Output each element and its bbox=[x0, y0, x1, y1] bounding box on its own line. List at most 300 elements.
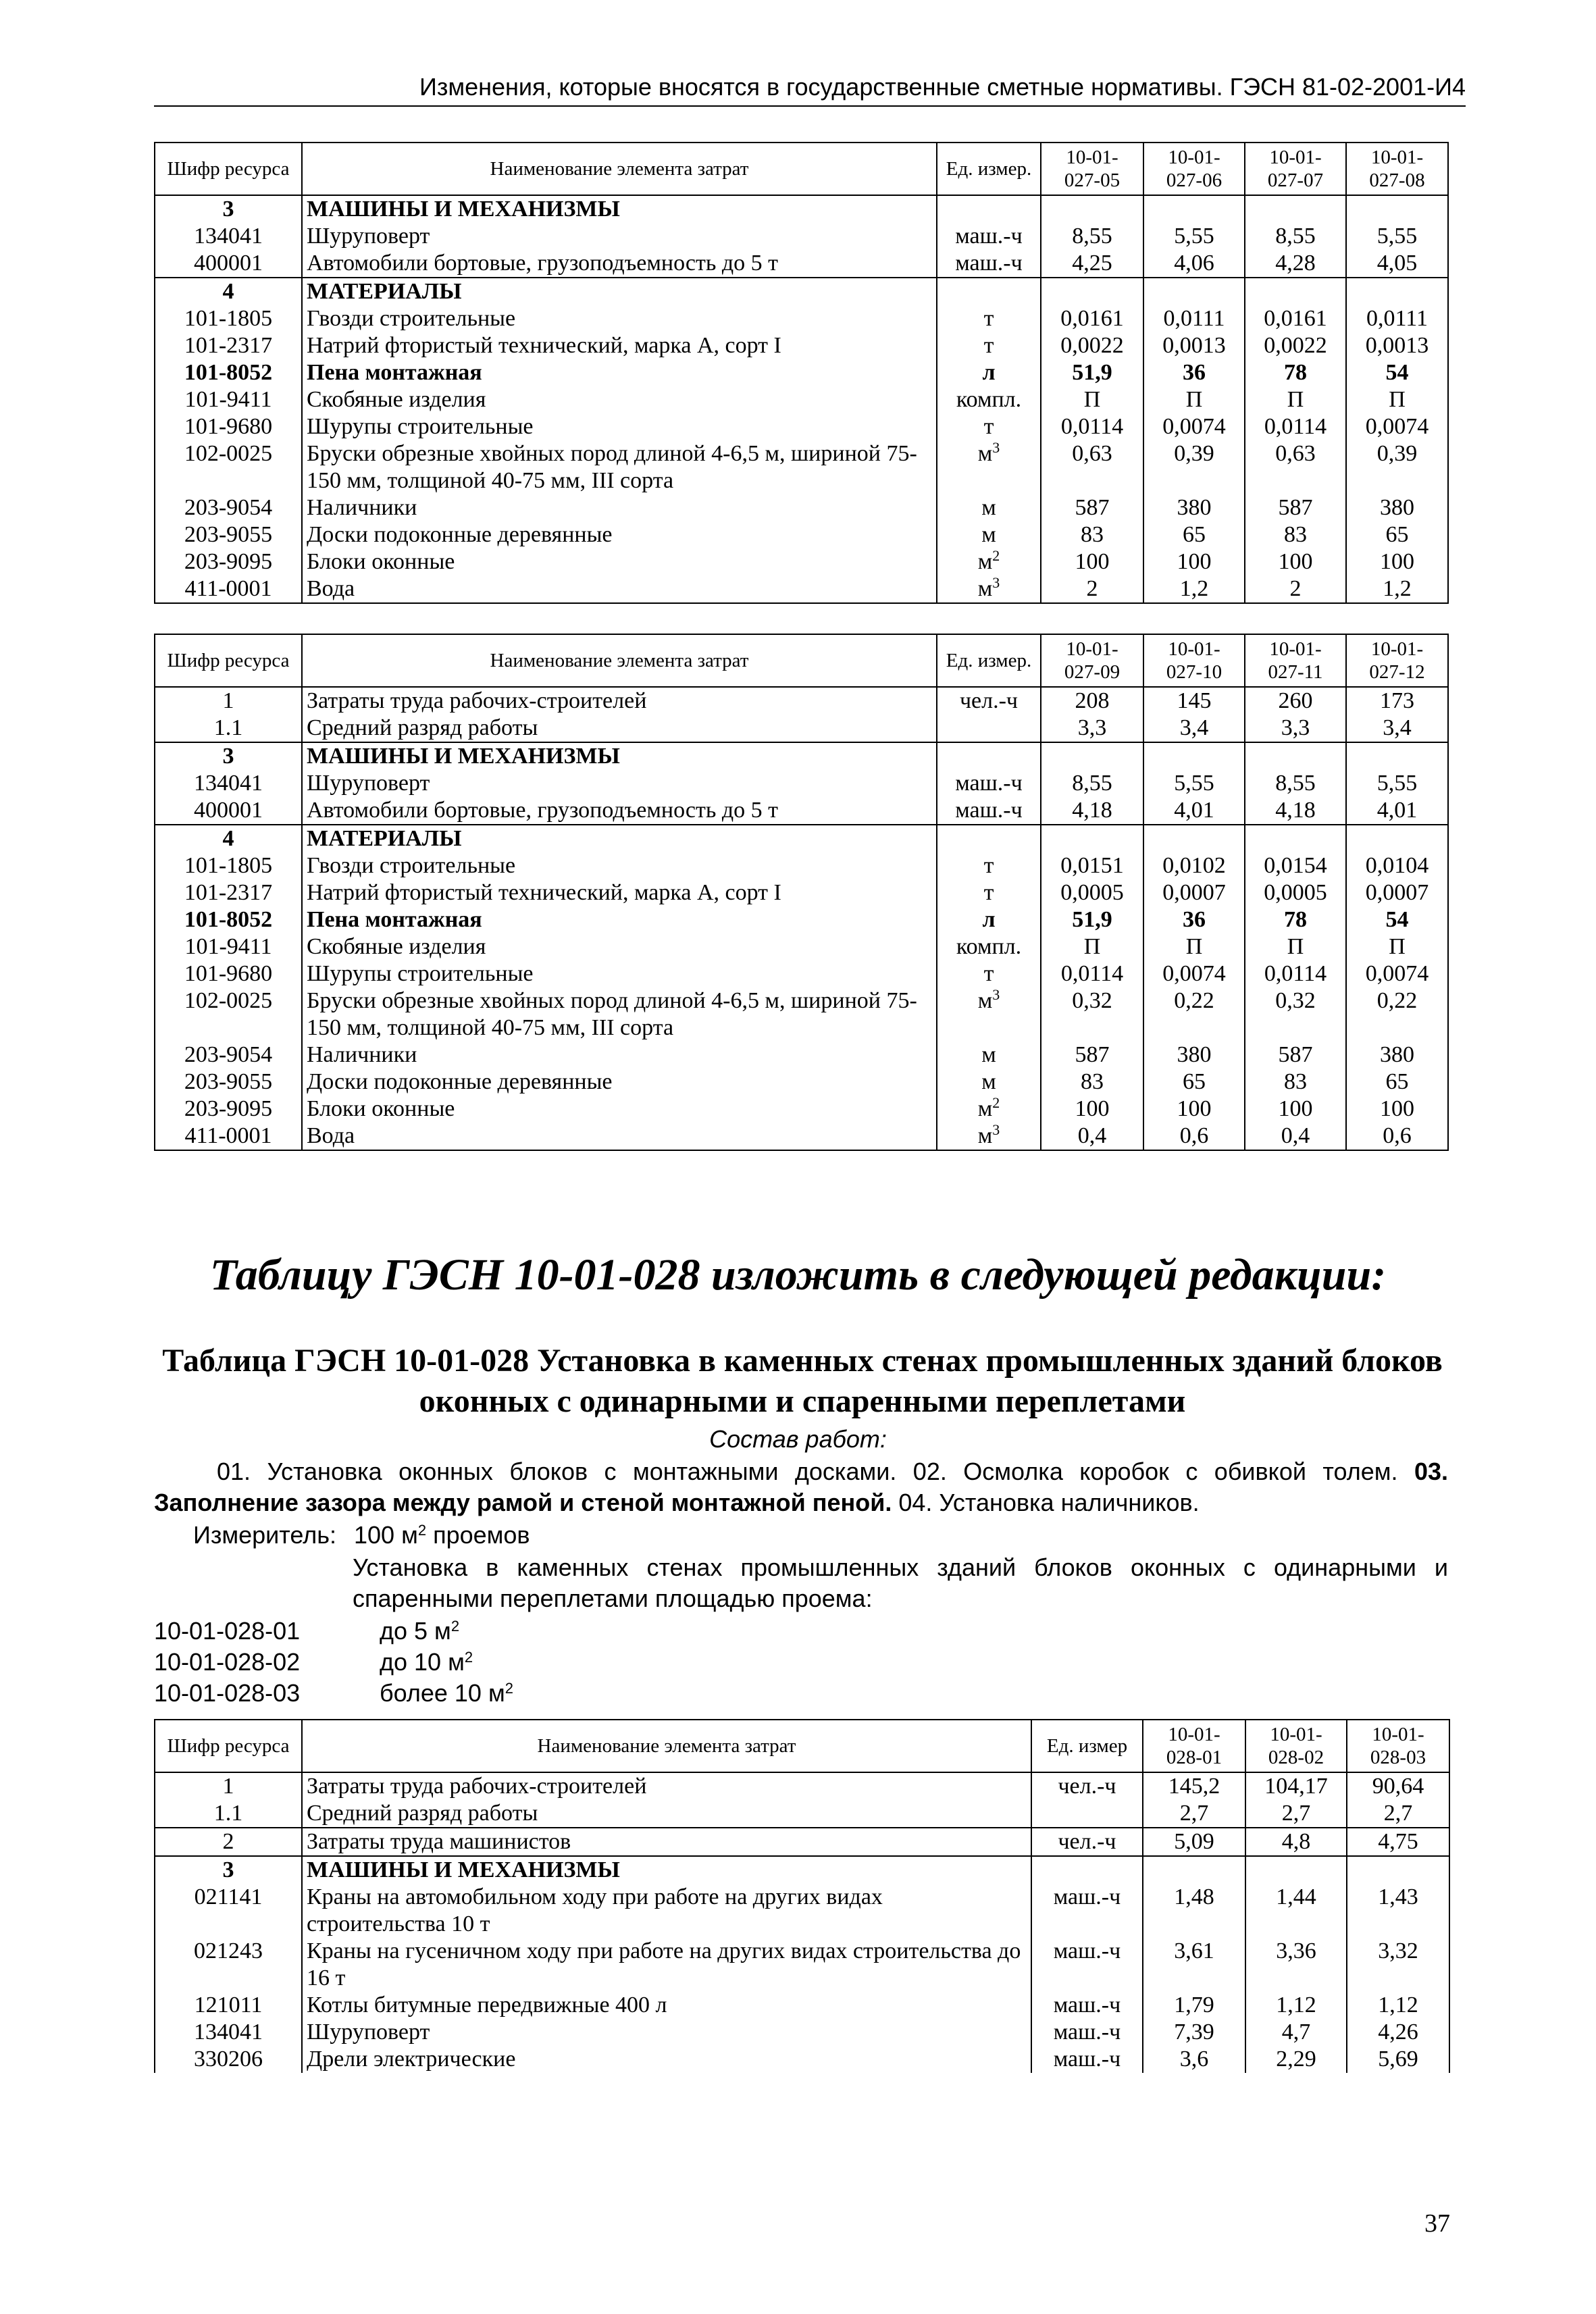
table-row bbox=[155, 742, 1448, 770]
norm-value: 0,0074 bbox=[1143, 413, 1245, 440]
norm-value: 1,43 bbox=[1347, 1884, 1449, 1938]
table-row bbox=[155, 1992, 1449, 2019]
norm-value: П bbox=[1041, 386, 1143, 413]
norm-value: 0,0013 bbox=[1346, 332, 1448, 359]
resource-unit: маш.-ч bbox=[937, 770, 1041, 797]
table-row bbox=[155, 825, 1448, 852]
table-row bbox=[155, 494, 1448, 521]
norm-value: 3,4 bbox=[1143, 715, 1245, 742]
norm-value: 100 bbox=[1245, 1096, 1346, 1123]
resource-name: Автомобили бортовые, грузоподъемность до 5 т bbox=[302, 250, 937, 278]
resource-unit: т bbox=[937, 413, 1041, 440]
norm-value: 65 bbox=[1143, 521, 1245, 548]
norm-value: 100 bbox=[1041, 1096, 1143, 1123]
norm-value: 5,55 bbox=[1143, 223, 1245, 250]
table-row bbox=[155, 987, 1448, 1042]
norm-value: 65 bbox=[1346, 1069, 1448, 1096]
norm-value: 36 bbox=[1143, 906, 1245, 933]
norm-value bbox=[1346, 742, 1448, 770]
resource-unit bbox=[937, 195, 1041, 223]
norm-value: 587 bbox=[1041, 1042, 1143, 1069]
norm-value: 65 bbox=[1346, 521, 1448, 548]
norm-value: 3,32 bbox=[1347, 1938, 1449, 1992]
resource-name: Доски подоконные деревянные bbox=[302, 1069, 937, 1096]
norm-value: 0,0074 bbox=[1143, 960, 1245, 987]
table-row bbox=[155, 2019, 1449, 2046]
resource-name: Шуруповерт bbox=[302, 770, 937, 797]
norm-value: 0,22 bbox=[1346, 987, 1448, 1042]
norm-value: 1,44 bbox=[1245, 1884, 1347, 1938]
resource-code: 021243 bbox=[155, 1938, 302, 1992]
resource-unit bbox=[937, 825, 1041, 852]
norm-value: 0,39 bbox=[1346, 440, 1448, 494]
norm-value: 0,4 bbox=[1041, 1123, 1143, 1150]
resource-code: 411-0001 bbox=[155, 1123, 302, 1150]
norm-value: 8,55 bbox=[1245, 770, 1346, 797]
resource-unit: т bbox=[937, 332, 1041, 359]
norm-value: 8,55 bbox=[1041, 770, 1143, 797]
norm-value: 7,39 bbox=[1143, 2019, 1245, 2046]
resource-unit: компл. bbox=[937, 386, 1041, 413]
table-row bbox=[155, 852, 1448, 879]
column-header: Ед. измер bbox=[1031, 1720, 1143, 1772]
norm-value: 2,7 bbox=[1245, 1800, 1347, 1828]
page-number: 37 bbox=[1424, 2209, 1450, 2238]
norm-value: 3,3 bbox=[1041, 715, 1143, 742]
resource-code: 3 bbox=[155, 742, 302, 770]
norm-value: 0,0013 bbox=[1143, 332, 1245, 359]
resource-code: 1.1 bbox=[155, 715, 302, 742]
norm-value: 380 bbox=[1143, 494, 1245, 521]
table-row bbox=[155, 413, 1448, 440]
column-header: 10-01- 027-07 bbox=[1245, 143, 1346, 195]
resource-unit: т bbox=[937, 852, 1041, 879]
norm-value: 4,26 bbox=[1347, 2019, 1449, 2046]
norm-value: 0,0102 bbox=[1143, 852, 1245, 879]
norm-value: 0,0161 bbox=[1245, 305, 1346, 332]
resource-unit: м bbox=[937, 494, 1041, 521]
resource-code: 1 bbox=[155, 687, 302, 715]
running-head: Изменения, которые вносятся в государственные сметные нормативы. ГЭСН 81-02-2001-И4 bbox=[154, 73, 1466, 107]
norm-value bbox=[1143, 195, 1245, 223]
norm-value: 0,6 bbox=[1346, 1123, 1448, 1150]
norm-value: 4,25 bbox=[1041, 250, 1143, 278]
norm-value: 0,4 bbox=[1245, 1123, 1346, 1150]
norm-value: 4,05 bbox=[1346, 250, 1448, 278]
resource-code: 134041 bbox=[155, 223, 302, 250]
table-row bbox=[155, 1123, 1448, 1150]
resource-code: 3 bbox=[155, 195, 302, 223]
norm-value bbox=[1245, 1856, 1347, 1884]
resource-name: МАШИНЫ И МЕХАНИЗМЫ bbox=[302, 1856, 1031, 1884]
resource-name: Бруски обрезные хвойных пород длиной 4-6,5 м, шириной 75-150 мм, толщиной 40-75 мм, III сорта bbox=[302, 987, 937, 1042]
table-row bbox=[155, 1884, 1449, 1938]
resource-name: Дрели электрические bbox=[302, 2046, 1031, 2073]
norm-value: 100 bbox=[1346, 548, 1448, 575]
resource-code: 102-0025 bbox=[155, 987, 302, 1042]
table-row bbox=[155, 1042, 1448, 1069]
norm-value: 78 bbox=[1245, 906, 1346, 933]
section-heading: Таблицу ГЭСН 10-01-028 изложить в следующей редакции: bbox=[209, 1250, 1387, 1300]
column-header: Ед. измер. bbox=[937, 634, 1041, 687]
table-row bbox=[155, 386, 1448, 413]
norm-range: до 10 $м^2$ bbox=[380, 1648, 473, 1676]
resource-code: 400001 bbox=[155, 797, 302, 825]
norm-value: 0,0114 bbox=[1245, 960, 1346, 987]
resource-unit: т bbox=[937, 960, 1041, 987]
resource-code: 4 bbox=[155, 278, 302, 305]
resource-code: 330206 bbox=[155, 2046, 302, 2073]
table-row bbox=[155, 1856, 1449, 1884]
table-row bbox=[155, 332, 1448, 359]
resource-name: Шуруповерт bbox=[302, 223, 937, 250]
work-step-text-1: 01. Установка оконных блоков с монтажными досками. 02. Осмолка коробок с обивкой толем. bbox=[217, 1458, 1414, 1485]
resource-unit: м bbox=[937, 1042, 1041, 1069]
norm-value bbox=[1346, 278, 1448, 305]
norm-value: 0,0007 bbox=[1143, 879, 1245, 906]
table-row bbox=[155, 440, 1448, 494]
column-header: 10-01- 027-09 bbox=[1041, 634, 1143, 687]
resource-code: 134041 bbox=[155, 770, 302, 797]
resource-name: Затраты труда машинистов bbox=[302, 1828, 1031, 1856]
resource-name: МАТЕРИАЛЫ bbox=[302, 278, 937, 305]
resource-unit bbox=[937, 715, 1041, 742]
table-row bbox=[155, 960, 1448, 987]
table-row bbox=[155, 906, 1448, 933]
norm-value: 0,0114 bbox=[1041, 960, 1143, 987]
resource-name: Краны на гусеничном ходу при работе на других видах строительства до 16 т bbox=[302, 1938, 1031, 1992]
resource-unit: $м^2$ bbox=[937, 1096, 1041, 1123]
resource-code: 101-1805 bbox=[155, 852, 302, 879]
norm-value: 145 bbox=[1143, 687, 1245, 715]
resource-unit: $м^3$ bbox=[937, 1123, 1041, 1150]
norm-value: 173 bbox=[1346, 687, 1448, 715]
table-row bbox=[155, 770, 1448, 797]
norm-value: 0,0007 bbox=[1346, 879, 1448, 906]
norm-value: 2,7 bbox=[1347, 1800, 1449, 1828]
resource-unit: $м^3$ bbox=[937, 575, 1041, 603]
meter-value: 100 $м^2$ проемов bbox=[354, 1521, 530, 1549]
resource-unit: маш.-ч bbox=[1031, 1938, 1143, 1992]
norm-value: 5,69 bbox=[1347, 2046, 1449, 2073]
norm-value: 0,0154 bbox=[1245, 852, 1346, 879]
resource-name: Наличники bbox=[302, 1042, 937, 1069]
norm-value: 4,18 bbox=[1245, 797, 1346, 825]
norm-value: 100 bbox=[1041, 548, 1143, 575]
resource-code: 121011 bbox=[155, 1992, 302, 2019]
resource-unit: маш.-ч bbox=[1031, 1992, 1143, 2019]
resource-name: Автомобили бортовые, грузоподъемность до 5 т bbox=[302, 797, 937, 825]
table-row bbox=[155, 278, 1448, 305]
resource-unit bbox=[1031, 1800, 1143, 1828]
norm-value: 0,0111 bbox=[1143, 305, 1245, 332]
norm-code: 10-01-028-01 bbox=[154, 1617, 301, 1645]
resource-unit: $м^3$ bbox=[937, 987, 1041, 1042]
resource-unit: маш.-ч bbox=[937, 223, 1041, 250]
table-row bbox=[155, 1096, 1448, 1123]
table-row bbox=[155, 548, 1448, 575]
resource-unit: чел.-ч bbox=[937, 687, 1041, 715]
resource-code: 3 bbox=[155, 1856, 302, 1884]
resource-unit: м bbox=[937, 521, 1041, 548]
norm-value: 0,0161 bbox=[1041, 305, 1143, 332]
resource-unit: л bbox=[937, 359, 1041, 386]
norm-value bbox=[1347, 1856, 1449, 1884]
norm-value: 83 bbox=[1041, 1069, 1143, 1096]
resource-table-027-05-08 bbox=[154, 142, 1449, 604]
table-row bbox=[155, 195, 1448, 223]
table-row bbox=[155, 1938, 1449, 1992]
column-header: Шифр ресурса bbox=[155, 143, 302, 195]
norm-value: 4,7 bbox=[1245, 2019, 1347, 2046]
resource-name: Шуруповерт bbox=[302, 2019, 1031, 2046]
norm-value: 208 bbox=[1041, 687, 1143, 715]
table-row bbox=[155, 933, 1448, 960]
resource-code: 1.1 bbox=[155, 1800, 302, 1828]
table-row bbox=[155, 879, 1448, 906]
norm-value: 8,55 bbox=[1245, 223, 1346, 250]
norm-value: 260 bbox=[1245, 687, 1346, 715]
resource-name: Пена монтажная bbox=[302, 906, 937, 933]
resource-unit: т bbox=[937, 305, 1041, 332]
norm-value: 0,0151 bbox=[1041, 852, 1143, 879]
norm-value: 0,0005 bbox=[1041, 879, 1143, 906]
norm-description: Установка в каменных стенах промышленных зданий блоков оконных с одинарными и спаренными переплетами площадью проема: bbox=[353, 1553, 1448, 1612]
table-row bbox=[155, 715, 1448, 742]
column-header: 10-01- 027-08 bbox=[1346, 143, 1448, 195]
column-header: Ед. измер. bbox=[937, 143, 1041, 195]
norm-value: 1,12 bbox=[1347, 1992, 1449, 2019]
resource-code: 101-1805 bbox=[155, 305, 302, 332]
norm-value: 0,32 bbox=[1245, 987, 1346, 1042]
norm-value: 587 bbox=[1245, 1042, 1346, 1069]
norm-value: 3,3 bbox=[1245, 715, 1346, 742]
norm-value: 0,32 bbox=[1041, 987, 1143, 1042]
table-row bbox=[155, 575, 1448, 603]
norm-value: 0,0114 bbox=[1041, 413, 1143, 440]
resource-code: 101-9680 bbox=[155, 413, 302, 440]
norm-value: 0,0022 bbox=[1041, 332, 1143, 359]
norm-value bbox=[1245, 825, 1346, 852]
norm-value: 104,17 bbox=[1245, 1772, 1347, 1800]
resource-code: 203-9095 bbox=[155, 548, 302, 575]
resource-name: Гвозди строительные bbox=[302, 305, 937, 332]
resource-name: Средний разряд работы bbox=[302, 715, 937, 742]
column-header: 10-01- 027-10 bbox=[1143, 634, 1245, 687]
resource-code: 101-9680 bbox=[155, 960, 302, 987]
norm-value: 1,12 bbox=[1245, 1992, 1347, 2019]
norm-value: 54 bbox=[1346, 359, 1448, 386]
norm-value: 2 bbox=[1041, 575, 1143, 603]
resource-code: 203-9054 bbox=[155, 1042, 302, 1069]
resource-unit: т bbox=[937, 879, 1041, 906]
column-header: 10-01- 027-05 bbox=[1041, 143, 1143, 195]
column-header: 10-01- 028-02 bbox=[1245, 1720, 1347, 1772]
table-row bbox=[155, 687, 1448, 715]
norm-value bbox=[1346, 825, 1448, 852]
resource-name: Затраты труда рабочих-строителей bbox=[302, 1772, 1031, 1800]
norm-value bbox=[1143, 742, 1245, 770]
resource-code: 2 bbox=[155, 1828, 302, 1856]
resource-table-028 bbox=[154, 1719, 1450, 2073]
table-row bbox=[155, 250, 1448, 278]
resource-unit: чел.-ч bbox=[1031, 1828, 1143, 1856]
norm-value: 4,75 bbox=[1347, 1828, 1449, 1856]
table-title: Таблица ГЭСН 10-01-028 Установка в каменных стенах промышленных зданий блоков оконных с одинарными и спаренными переплетами bbox=[162, 1343, 1443, 1419]
resource-name: Блоки оконные bbox=[302, 548, 937, 575]
column-header: 10-01- 027-12 bbox=[1346, 634, 1448, 687]
norm-value: 1,2 bbox=[1346, 575, 1448, 603]
table-row bbox=[155, 223, 1448, 250]
resource-name: Вода bbox=[302, 575, 937, 603]
resource-name: Шурупы строительные bbox=[302, 960, 937, 987]
table-row bbox=[155, 1828, 1449, 1856]
norm-range: до 5 $м^2$ bbox=[380, 1617, 460, 1645]
resource-unit: $м^2$ bbox=[937, 548, 1041, 575]
resource-unit: маш.-ч bbox=[1031, 2046, 1143, 2073]
resource-code: 101-2317 bbox=[155, 879, 302, 906]
resource-code: 400001 bbox=[155, 250, 302, 278]
norm-value bbox=[1041, 742, 1143, 770]
norm-value: П bbox=[1346, 933, 1448, 960]
norm-value: 36 bbox=[1143, 359, 1245, 386]
norm-value: 5,55 bbox=[1346, 223, 1448, 250]
resource-code: 203-9055 bbox=[155, 521, 302, 548]
norm-value bbox=[1143, 278, 1245, 305]
resource-unit: м bbox=[937, 1069, 1041, 1096]
norm-value: 0,6 bbox=[1143, 1123, 1245, 1150]
resource-unit bbox=[937, 742, 1041, 770]
resource-name: МАТЕРИАЛЫ bbox=[302, 825, 937, 852]
meter-label: Измеритель: bbox=[193, 1521, 336, 1549]
norm-value: 5,55 bbox=[1143, 770, 1245, 797]
resource-code: 101-2317 bbox=[155, 332, 302, 359]
norm-value: 0,0111 bbox=[1346, 305, 1448, 332]
norm-value: П bbox=[1346, 386, 1448, 413]
norm-value: П bbox=[1143, 386, 1245, 413]
norm-value: 1,79 bbox=[1143, 1992, 1245, 2019]
resource-code: 102-0025 bbox=[155, 440, 302, 494]
norm-value: 587 bbox=[1041, 494, 1143, 521]
norm-value: 0,0005 bbox=[1245, 879, 1346, 906]
resource-name: Натрий фтористый технический, марка А, сорт I bbox=[302, 879, 937, 906]
resource-unit: $м^3$ bbox=[937, 440, 1041, 494]
resource-unit: маш.-ч bbox=[1031, 1884, 1143, 1938]
table-row bbox=[155, 1069, 1448, 1096]
resource-name: Блоки оконные bbox=[302, 1096, 937, 1123]
norm-value: 83 bbox=[1245, 1069, 1346, 1096]
resource-code: 1 bbox=[155, 1772, 302, 1800]
norm-value: 1,2 bbox=[1143, 575, 1245, 603]
resource-unit: маш.-ч bbox=[937, 250, 1041, 278]
norm-value: 8,55 bbox=[1041, 223, 1143, 250]
norm-value: 3,36 bbox=[1245, 1938, 1347, 1992]
norm-value bbox=[1346, 195, 1448, 223]
resource-name: МАШИНЫ И МЕХАНИЗМЫ bbox=[302, 195, 937, 223]
resource-name: Гвозди строительные bbox=[302, 852, 937, 879]
table-row bbox=[155, 305, 1448, 332]
norm-value: 65 bbox=[1143, 1069, 1245, 1096]
column-header: Шифр ресурса bbox=[155, 634, 302, 687]
column-header: Наименование элемента затрат bbox=[302, 143, 937, 195]
work-composition-label: Состав работ: bbox=[709, 1425, 887, 1453]
norm-value: 5,55 bbox=[1346, 770, 1448, 797]
norm-value: 4,01 bbox=[1143, 797, 1245, 825]
table-row bbox=[155, 797, 1448, 825]
resource-name: МАШИНЫ И МЕХАНИЗМЫ bbox=[302, 742, 937, 770]
norm-value: 0,0114 bbox=[1245, 413, 1346, 440]
resource-name: Краны на автомобильном ходу при работе на других видах строительства 10 т bbox=[302, 1884, 1031, 1938]
norm-value: П bbox=[1041, 933, 1143, 960]
resource-table-027-09-12 bbox=[154, 634, 1449, 1151]
resource-unit: компл. bbox=[937, 933, 1041, 960]
resource-name: Доски подоконные деревянные bbox=[302, 521, 937, 548]
norm-value: 4,8 bbox=[1245, 1828, 1347, 1856]
table-row bbox=[155, 1800, 1449, 1828]
norm-value: 3,4 bbox=[1346, 715, 1448, 742]
resource-name: Натрий фтористый технический, марка А, сорт I bbox=[302, 332, 937, 359]
resource-name: Средний разряд работы bbox=[302, 1800, 1031, 1828]
norm-value bbox=[1245, 742, 1346, 770]
resource-code: 203-9095 bbox=[155, 1096, 302, 1123]
resource-name: Бруски обрезные хвойных пород длиной 4-6,5 м, шириной 75-150 мм, толщиной 40-75 мм, III сорта bbox=[302, 440, 937, 494]
column-header: Наименование элемента затрат bbox=[302, 1720, 1031, 1772]
resource-code: 101-9411 bbox=[155, 386, 302, 413]
norm-value: 4,28 bbox=[1245, 250, 1346, 278]
norm-value: 3,6 bbox=[1143, 2046, 1245, 2073]
norm-value bbox=[1245, 278, 1346, 305]
resource-unit: маш.-ч bbox=[1031, 2019, 1143, 2046]
norm-value: 100 bbox=[1143, 1096, 1245, 1123]
resource-code: 021141 bbox=[155, 1884, 302, 1938]
norm-value: 0,0022 bbox=[1245, 332, 1346, 359]
norm-value: 0,0104 bbox=[1346, 852, 1448, 879]
norm-value: П bbox=[1143, 933, 1245, 960]
norm-value: 83 bbox=[1041, 521, 1143, 548]
column-header: 10-01- 027-11 bbox=[1245, 634, 1346, 687]
resource-code: 4 bbox=[155, 825, 302, 852]
resource-unit: л bbox=[937, 906, 1041, 933]
resource-unit: чел.-ч bbox=[1031, 1772, 1143, 1800]
norm-value bbox=[1143, 1856, 1245, 1884]
norm-value: 2,29 bbox=[1245, 2046, 1347, 2073]
norm-value: 4,18 bbox=[1041, 797, 1143, 825]
norm-value: 0,63 bbox=[1041, 440, 1143, 494]
norm-code: 10-01-028-02 bbox=[154, 1648, 301, 1676]
norm-value: 1,48 bbox=[1143, 1884, 1245, 1938]
resource-code: 101-9411 bbox=[155, 933, 302, 960]
norm-value: 587 bbox=[1245, 494, 1346, 521]
norm-value bbox=[1041, 825, 1143, 852]
resource-name: Скобяные изделия bbox=[302, 386, 937, 413]
norm-code: 10-01-028-03 bbox=[154, 1679, 301, 1707]
norm-value: 51,9 bbox=[1041, 906, 1143, 933]
resource-name: Пена монтажная bbox=[302, 359, 937, 386]
work-composition-text bbox=[154, 1456, 1448, 1518]
column-header: Наименование элемента затрат bbox=[302, 634, 937, 687]
resource-name: Наличники bbox=[302, 494, 937, 521]
resource-unit bbox=[1031, 1856, 1143, 1884]
norm-value: П bbox=[1245, 386, 1346, 413]
norm-value bbox=[1041, 278, 1143, 305]
resource-name: Шурупы строительные bbox=[302, 413, 937, 440]
norm-value: 100 bbox=[1245, 548, 1346, 575]
resource-code: 203-9054 bbox=[155, 494, 302, 521]
resource-unit bbox=[937, 278, 1041, 305]
resource-name: Затраты труда рабочих-строителей bbox=[302, 687, 937, 715]
norm-value: 145,2 bbox=[1143, 1772, 1245, 1800]
norm-value: 380 bbox=[1346, 494, 1448, 521]
